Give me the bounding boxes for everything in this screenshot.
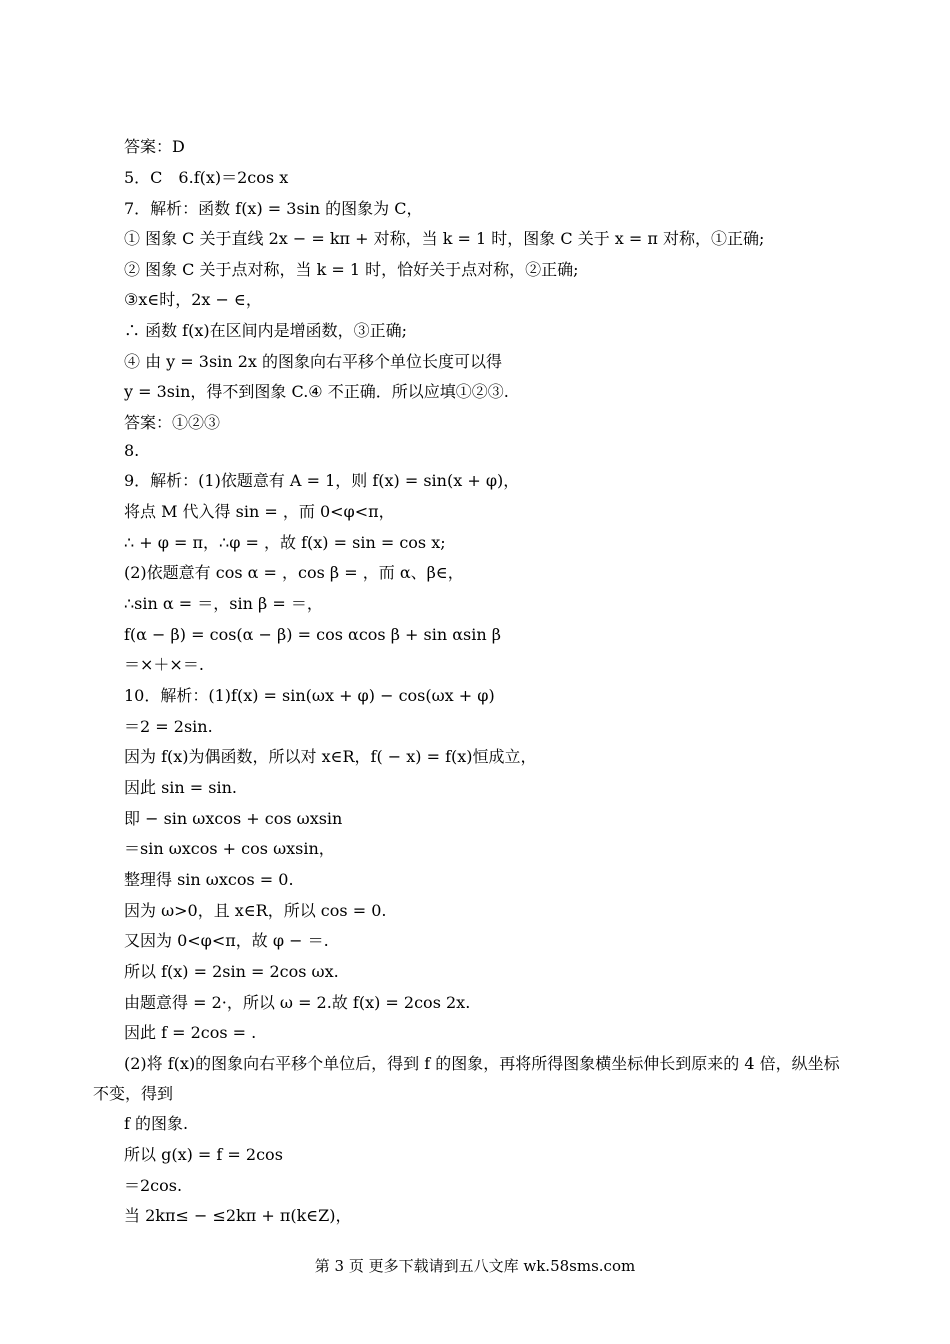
text-line: 将点 M 代入得 sin = ，而 0<φ<π， [124,502,395,521]
text-line: ＝2cos. [124,1176,183,1195]
text-line: ④ 由 y = 3sin 2x 的图象向右平移个单位长度可以得 [124,352,502,371]
page-footer: 第 3 页 更多下载请到五八文库 wk.58sms.com [314,1257,636,1275]
text-line: ∴ 函数 f(x)在区间内是增函数，③正确; [124,321,407,340]
text-line: ＝sin ωxcos + cos ωxsin， [124,839,335,858]
text-line: 又因为 0<φ<π，故 φ − ＝. [124,931,329,950]
text-line: 因此 sin = sin. [124,778,238,797]
text-line: 即 − sin ωxcos + cos ωxsin [124,809,343,828]
text-line: 因为 ω>0，且 x∈R，所以 cos = 0. [124,901,387,920]
text-line: ③x∈时，2x − ∈， [124,290,262,309]
text-line: 答案：①②③ [124,413,221,432]
text-line: 5．C 6.f(x)＝2cos x [124,168,289,187]
text-line: 所以 g(x) = f = 2cos [124,1145,283,1164]
text-line: ② 图象 C 关于点对称，当 k = 1 时，恰好关于点对称，②正确; [124,260,579,279]
text-line: 10．解析：(1)f(x) = sin(ωx + φ) − cos(ωx + φ) [124,686,495,705]
text-line: 因此 f = 2cos = . [124,1023,257,1042]
text-line: 所以 f(x) = 2sin = 2cos ωx. [124,962,339,981]
text-line: 因为 f(x)为偶函数，所以对 x∈R，f( − x) = f(x)恒成立， [124,747,537,766]
text-line: 答案：D [124,137,185,156]
text-line: ＝2 = 2sin. [124,717,213,736]
text-line: f(α − β) = cos(α − β) = cos αcos β + sin αsin β [124,625,502,644]
text-line: ＝×＋×＝. [124,655,204,674]
text-line: ① 图象 C 关于直线 2x − = kπ + 对称，当 k = 1 时，图象 C 关于 x = π 对称，①正确; [124,229,765,248]
text-line: f 的图象. [124,1114,189,1133]
text-line: 8. [124,441,140,460]
text-line: ∴ + φ = π，∴φ = ，故 f(x) = sin = cos x; [124,533,446,552]
text-line: 当 2kπ≤ − ≤2kπ + π(k∈Z)， [124,1206,352,1225]
text-line: (2)将 f(x)的图象向右平移个单位后，得到 f 的图象，再将所得图象横坐标伸长到原来的 4 倍，纵坐标 [124,1054,840,1073]
text-line: ∴sin α = ＝，sin β = ＝， [124,594,323,613]
text-line: y = 3sin，得不到图象 C.④ 不正确．所以应填①②③. [124,382,509,401]
text-line: 由题意得 = 2·，所以 ω = 2.故 f(x) = 2cos 2x. [124,993,471,1012]
text-line: (2)依题意有 cos α = ，cos β = ，而 α、β∈， [124,563,464,582]
text-line: 7．解析：函数 f(x) = 3sin 的图象为 C， [124,199,423,218]
text-line: 9．解析：(1)依题意有 A = 1，则 f(x) = sin(x + φ)， [124,471,520,490]
text-line: 整理得 sin ωxcos = 0. [124,870,294,889]
text-line: 不变，得到 [93,1084,174,1103]
